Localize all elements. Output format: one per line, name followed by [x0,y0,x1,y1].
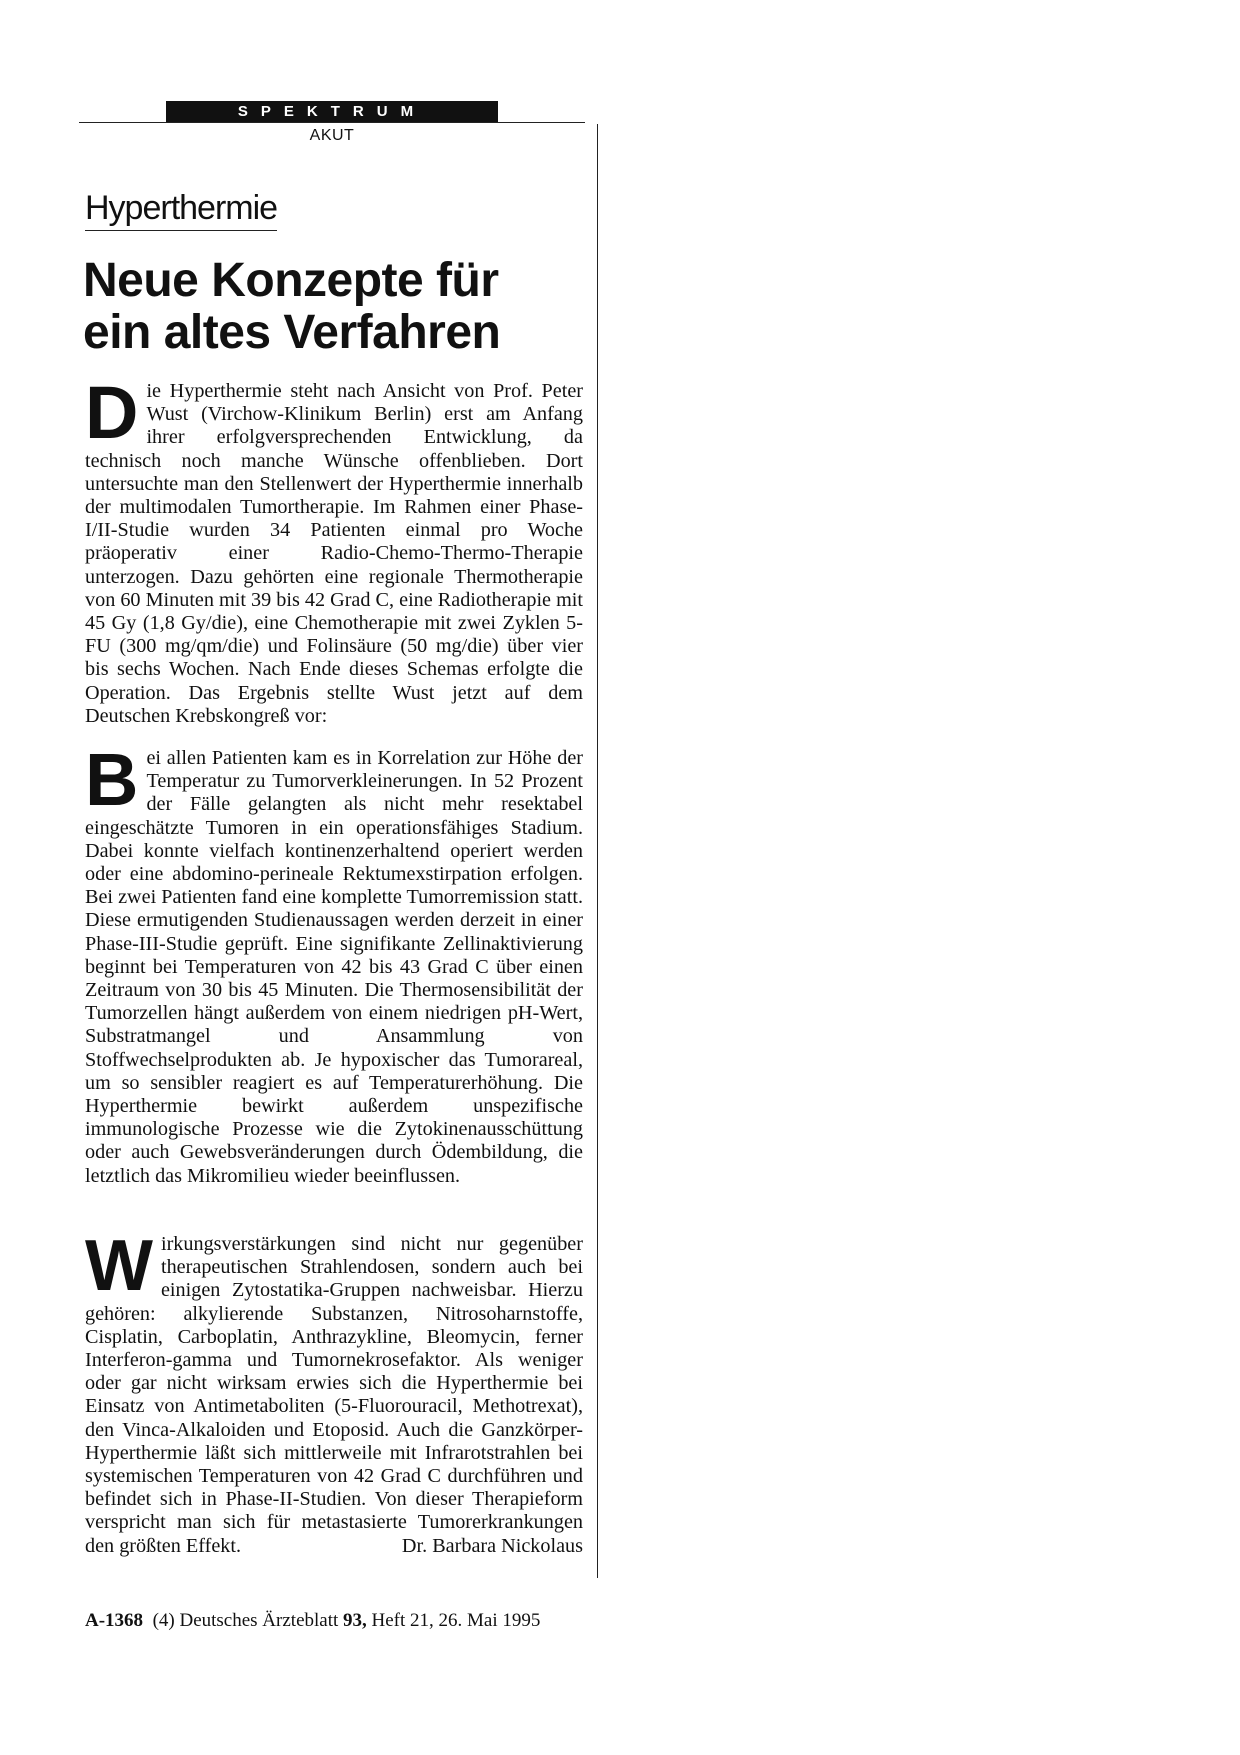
page-subnumber: (4) [152,1610,175,1631]
drop-cap: D [85,371,139,454]
headline-line-1: Neue Konzepte für [83,254,499,307]
article-kicker: Hyperthermie [85,188,277,231]
section-banner: SPEKTRUM [166,101,498,122]
paragraph-text: irkungsverstärkungen sind nicht nur gegenüber therapeutischen Strahlendosen, sondern auch bei einigen Zytostatika-Gruppen nachweisbar. Hierzu gehören: alkylierende Substanzen, Nitrosoharnstoffe, Cisplatin, Carboplatin, Anthrazykline, Bleomycin, ferner Interferon-gamma und Tumornekrosefaktor. Als weniger oder gar nicht wirksam erwies sich die Hyperthermie bei Einsatz von Antimetaboliten (5-Fluorouracil, Methotrexat), den Vinca-Alkaloiden und Etoposid. Auch die Ganzkörper-Hyperthermie läßt sich mittlerweile mit Infrarotstrahlen bei systemischen Temperaturen von 42 Grad C durchführen und befindet sich in Phase-II-Studien. Von dieser Therapieform verspricht man sich für metastasierte Tumorerkrankungen den größten Effekt. [85,1233,583,1557]
journal-name: Deutsches Ärzteblatt [179,1610,339,1631]
drop-cap: B [85,738,139,821]
page-footer [85,1610,540,1632]
paragraph-text: ie Hyperthermie steht nach Ansicht von Prof. Peter Wust (Virchow-Klinikum Berlin) erst am Anfang ihrer erfolgversprechenden Entwicklung, da technisch noch manche Wünsche offenblieben. Dort untersuchte man den Stellenwert der Hyperthermie innerhalb der multimodalen Tumortherapie. Im Rahmen einer Phase-I/II-Studie wurden 34 Patienten einmal pro Woche präoperativ einer Radio-Chemo-Thermo-Therapie unterzogen. Dazu gehörten eine regionale Thermotherapie von 60 Minuten mit 39 bis 42 Grad C, eine Radiotherapie mit 45 Gy (1,8 Gy/die), eine Chemotherapie mit zwei Zyklen 5-FU (300 mg/qm/die) und Folinsäure (50 mg/die) über vier bis sechs Wochen. Nach Ende dieses Schemas erfolgte die Operation. Das Ergebnis stellte Wust jetzt auf dem Deutschen Krebskongreß vor: [85,380,583,727]
paragraph-2 [85,738,583,1188]
drop-cap: W [85,1226,153,1306]
paragraph-1 [85,371,583,728]
author-name: Dr. Barbara Nickolaus [401,1534,583,1557]
paragraph-text: ei allen Patienten kam es in Korrelation zur Höhe der Temperatur zu Tumorverkleinerungen. In 52 Prozent der Fälle gelangten als nicht mehr resektabel eingeschätzte Tumoren in ein operationsfähiges Stadium. Dabei konnte vielfach kontinenzerhaltend operiert werden oder eine abdomino-perineale Rektumexstirpation erfolgen. Bei zwei Patienten fand eine komplette Tumorremission statt. Diese ermutigenden Studienaussagen werden derzeit in einer Phase-III-Studie geprüft. Eine signifikante Zellinaktivierung beginnt bei Temperaturen von 42 bis 43 Grad C über einen Zeitraum von 30 bis 45 Minuten. Die Thermosensibilität der Tumorzellen hängt außerdem von einem niedrigen pH-Wert, Substratmangel und Ansammlung von Stoffwechselprodukten ab. Je hypoxischer das Tumorareal, um so sensibler reagiert es auf Temperaturerhöhung. Die Hyperthermie bewirkt außerdem unspezifische immunologische Prozesse wie die Zytokinenausschüttung oder auch Gewebsveränderungen durch Ödembildung, die letztlich das Mikromilieu wieder beeinflussen. [85,747,583,1187]
issue-date: Heft 21, 26. Mai 1995 [371,1610,541,1631]
subsection-label: AKUT [309,127,355,144]
paragraph-3 [85,1226,583,1558]
headline-line-2: ein altes Verfahren [83,306,501,359]
volume-number: 93, [343,1610,367,1631]
article-headline [83,255,603,359]
header-rule [79,122,585,123]
page-number: A-1368 [85,1610,144,1631]
